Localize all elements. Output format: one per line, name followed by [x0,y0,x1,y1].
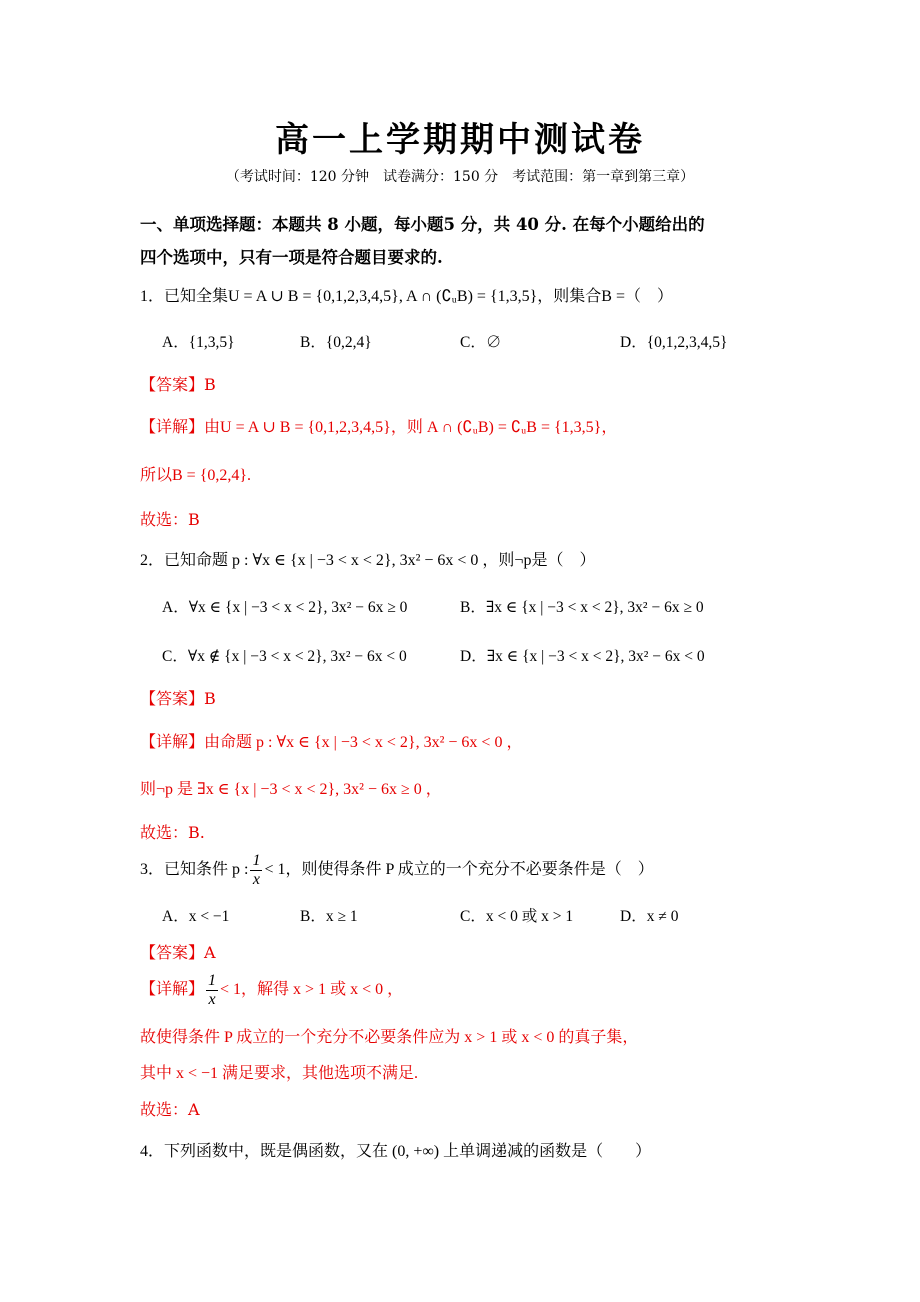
answer-value: B [204,375,216,394]
question-1-stem: 1．已知全集U = A ∪ B = {0,1,2,3,4,5}, A ∩ (∁ᵤB) = {1,3,5}，则集合B =（ ） [140,288,674,305]
q3-option-a: A．x < −1 [162,908,230,925]
q2-detail-3: 故选：B. [140,823,205,842]
detail-label: 【详解】 [140,734,205,751]
q3-detail-2: 故使得条件 P 成立的一个充分不必要条件应为 x > 1 或 x < 0 的真子集， [140,1029,639,1046]
q1-detail-2: 所以B = {0,2,4}. [140,467,252,484]
q3-detail-4: 故选：A [140,1100,200,1119]
q2-detail-2: 则¬p 是 ∃x ∈ {x | −3 < x < 2}, 3x² − 6x ≥ 0 ， [140,781,442,798]
q3-stem-pre: 3．已知条件 p : [140,860,249,878]
q1-answer [140,372,216,395]
question-4-stem: 4．下列函数中，既是偶函数，又在 (0, +∞) 上单调递减的函数是（ ） [140,1143,652,1160]
q3-option-d: D．x ≠ 0 [620,908,679,925]
section-heading: 一、单项选择题：本题共 8 小题，每小题5 分，共 40 分. 在每个小题给出的 [140,215,705,234]
detail-label: 【详解】 [140,980,205,998]
q1-option-b: B．{0,2,4} [300,334,372,351]
answer-label: 【答案】 [140,943,205,962]
q2-option-a: A．∀x ∈ {x | −3 < x < 2}, 3x² − 6x ≥ 0 [162,599,408,616]
q3-stem-post: < 1，则使得条件 P 成立的一个充分不必要条件是（ ） [264,860,654,878]
fraction-numerator: 1 [208,972,217,989]
q3-option-c: C．x < 0 或 x > 1 [460,908,574,925]
q1-option-c: C．∅ [460,334,502,351]
q2-option-d: D．∃x ∈ {x | −3 < x < 2}, 3x² − 6x < 0 [460,648,705,665]
question-3-stem [140,852,654,888]
answer-label: 【答案】 [140,689,205,708]
q1-detail-3: 故选：B [140,510,200,529]
fraction-denominator: x [252,870,260,888]
detail-label: 【详解】 [140,419,205,436]
page-title: 高一上学期期中测试卷 [275,120,645,160]
q3-answer [140,940,216,963]
q3-detail-1 [140,972,403,1008]
q2-detail-1 [140,729,522,752]
answer-value: A [204,943,216,962]
q1-detail-1 [140,414,617,437]
q3-detail-3: 其中 x < −1 满足要求，其他选项不满足. [140,1065,419,1082]
q2-answer [140,686,216,709]
q1-option-a: A．{1,3,5} [162,334,235,351]
detail-text: 由命题 p : ∀x ∈ {x | −3 < x < 2}, 3x² − 6x < 0 ， [204,734,523,751]
q1-option-d: D．{0,1,2,3,4,5} [620,334,728,351]
answer-value: B [204,689,216,708]
q3-option-b: B．x ≥ 1 [300,908,358,925]
detail-fraction [206,972,218,1008]
fraction-numerator: 1 [252,852,261,869]
detail-text: < 1，解得 x > 1 或 x < 0 ， [220,980,404,998]
detail-text: 由U = A ∪ B = {0,1,2,3,4,5}，则 A ∩ (∁ᵤB) = ∁ᵤB = {1,3,5}， [204,419,618,436]
section-heading-cont: 四个选项中，只有一项是符合题目要求的. [140,248,443,267]
q2-option-b: B．∃x ∈ {x | −3 < x < 2}, 3x² − 6x ≥ 0 [460,599,704,616]
answer-label: 【答案】 [140,375,205,394]
q3-fraction [250,852,262,888]
question-2-stem: 2．已知命题 p : ∀x ∈ {x | −3 < x < 2}, 3x² − 6x < 0 ，则¬p是（ ） [140,552,596,569]
exam-info: （考试时间：120 分钟 试卷满分：150 分 考试范围：第一章到第三章） [225,169,695,185]
q2-option-c: C．∀x ∉ {x | −3 < x < 2}, 3x² − 6x < 0 [162,648,407,665]
fraction-denominator: x [208,990,216,1008]
